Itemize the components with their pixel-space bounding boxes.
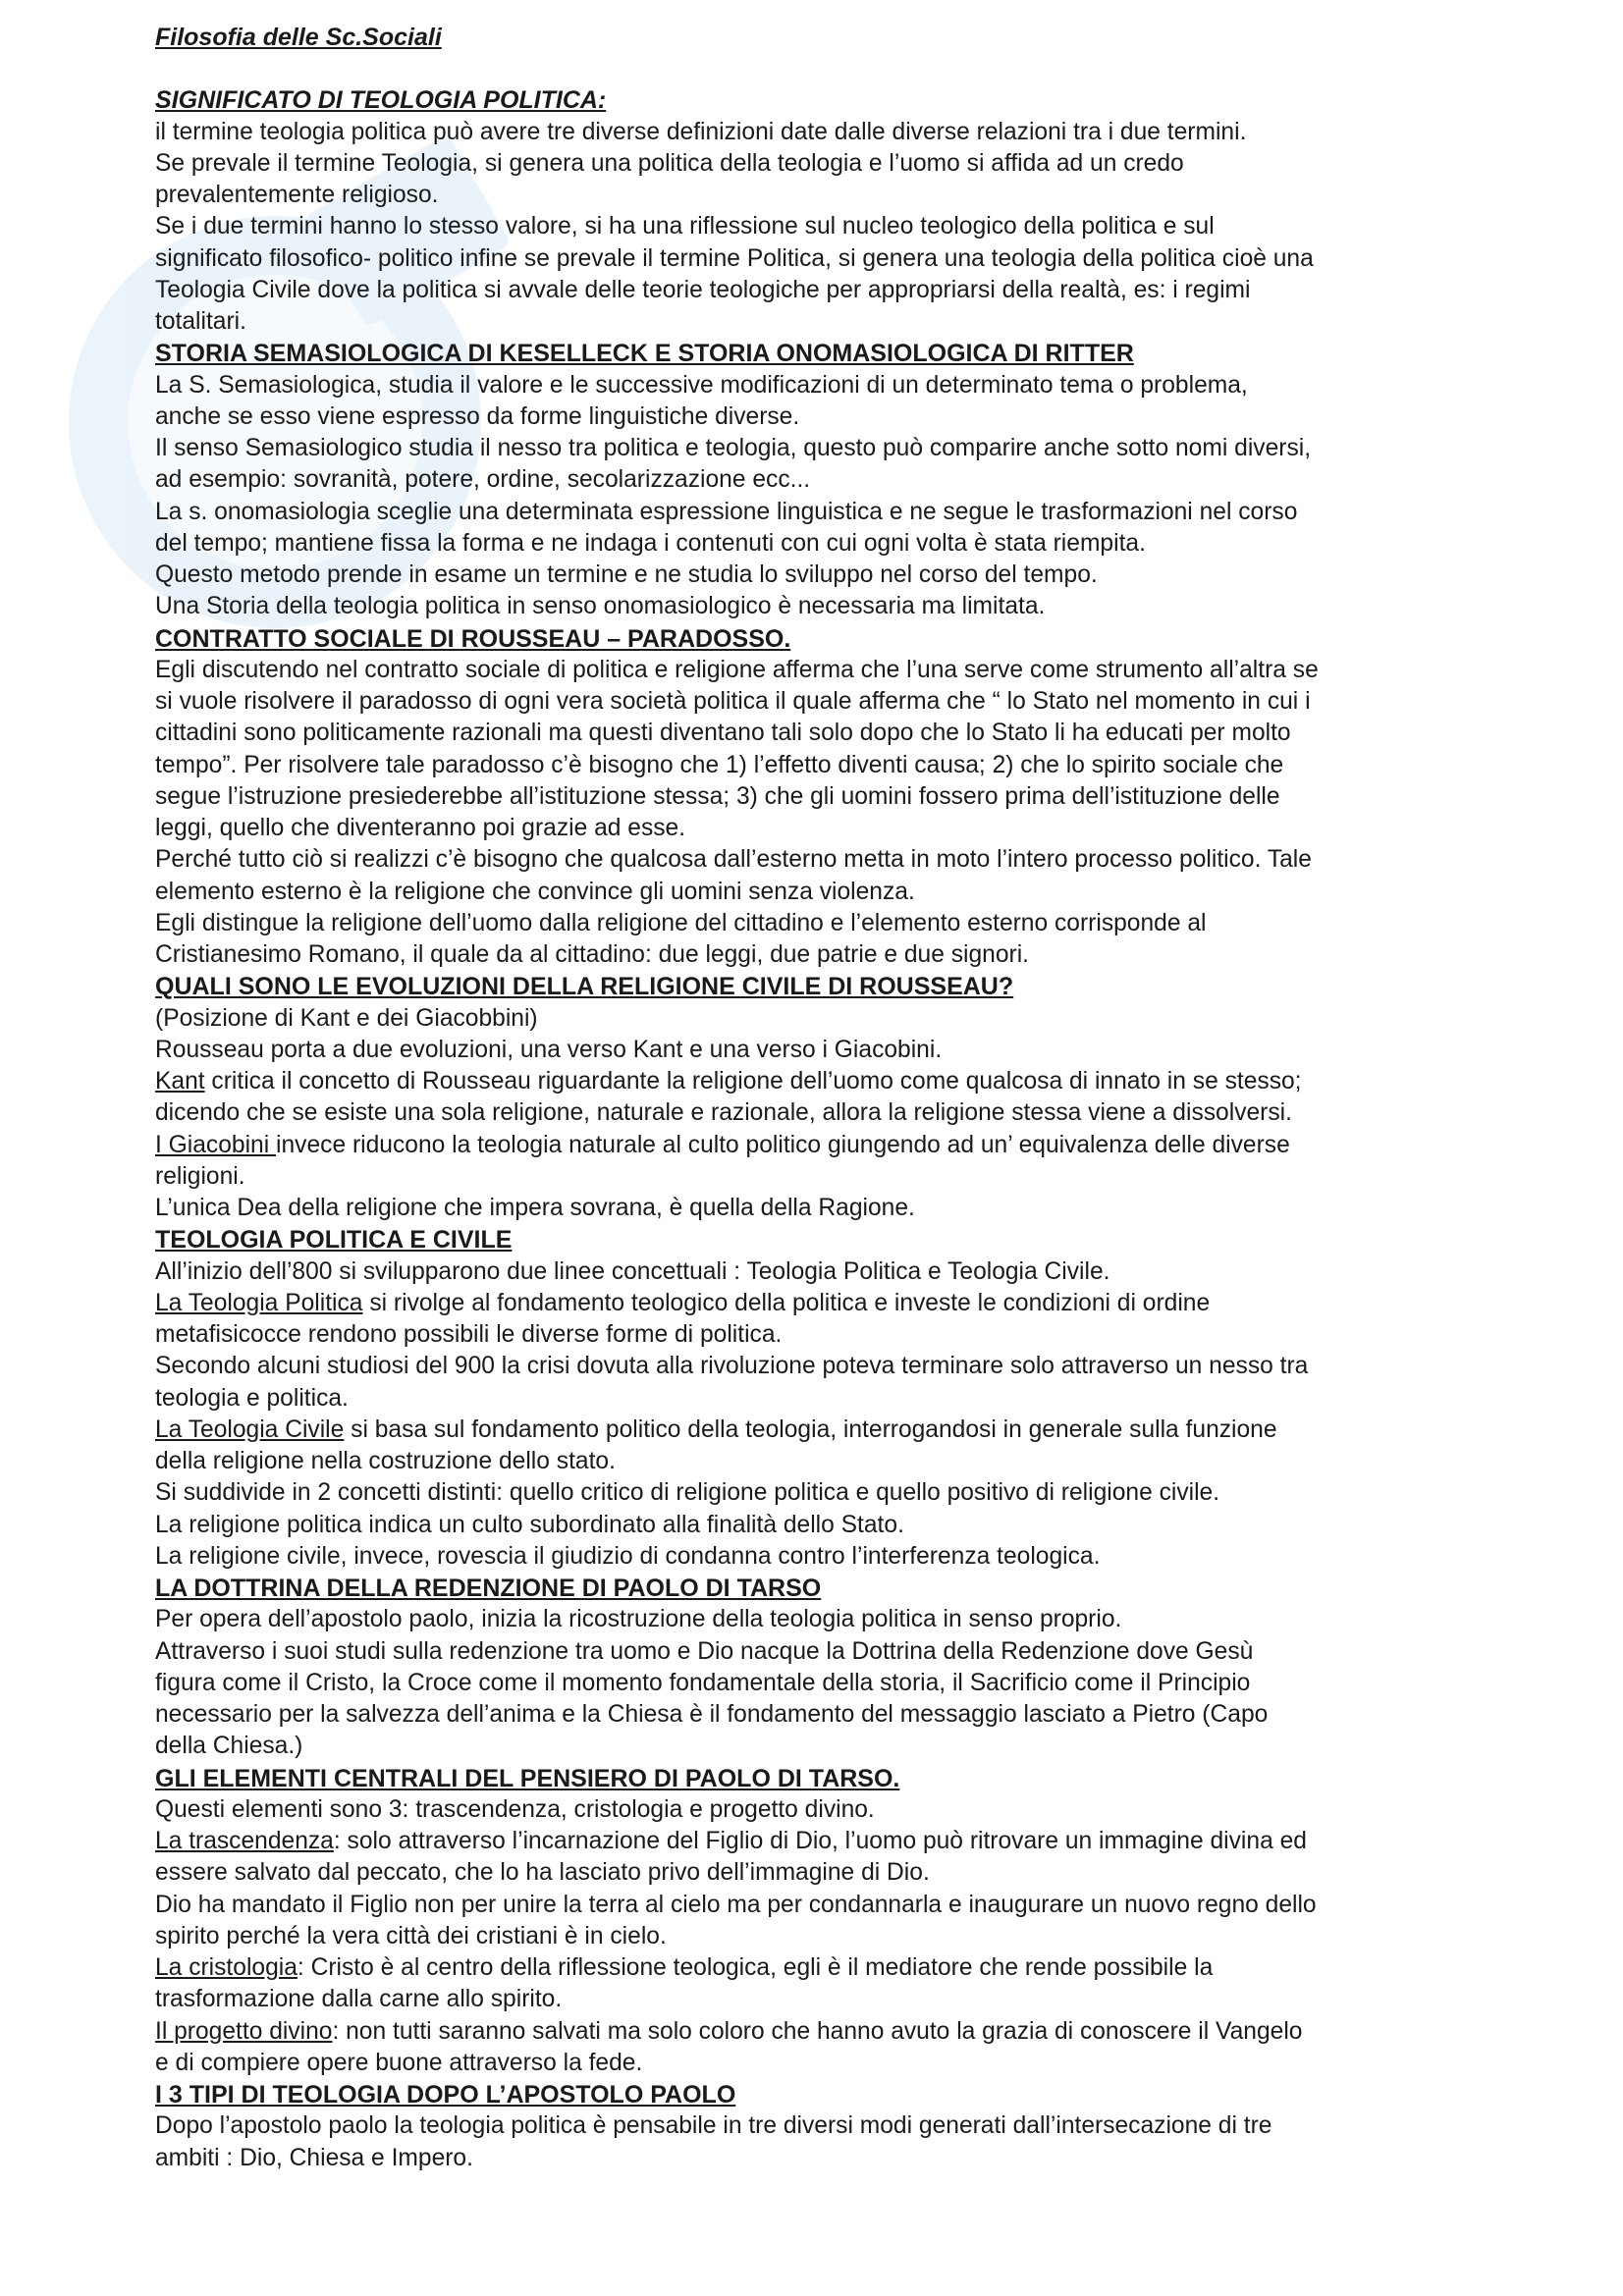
line-text: dicendo che se esiste una sola religione, naturale e razionale, allora la religione stessa viene a dissolversi. (155, 1099, 1292, 1127)
line-text: Teologia Civile dove la politica si avvale delle teorie teologiche per appropriarsi della realtà, es: i regimi (155, 276, 1251, 303)
underlined-term: Il progetto divino (155, 2017, 333, 2045)
text-line (155, 1288, 1481, 1319)
text-line (155, 750, 1481, 781)
line-text: significato filosofico- politico infine se prevale il termine Politica, si genera una teologia della politica cioè una (155, 244, 1314, 272)
line-text: elemento esterno è la religione che convince gli uomini senza violenza. (155, 878, 915, 905)
text-line (155, 686, 1481, 718)
text-line (155, 1319, 1481, 1351)
line-text: e di compiere opere buone attraverso la fede. (155, 2049, 643, 2076)
text-line (155, 243, 1481, 275)
line-text: ambiti : Dio, Chiesa e Impero. (155, 2144, 473, 2171)
text-line (155, 718, 1481, 749)
line-text: della Chiesa.) (155, 1733, 303, 1760)
text-line (155, 2016, 1481, 2048)
line-text: cittadini sono politicamente razionali ma questi diventano tali solo dopo che lo Stato li ha educati per molto (155, 720, 1291, 747)
text-line (155, 844, 1481, 876)
text-line (155, 528, 1481, 560)
line-text: Egli discutendo nel contratto sociale di politica e religione afferma che l’una serve come strumento all’altra se (155, 656, 1319, 683)
line-text: critica il concetto di Rousseau riguardante la religione dell’uomo come qualcosa di innato in se stesso; (204, 1068, 1302, 1095)
text-line (155, 433, 1481, 464)
text-line (155, 401, 1481, 433)
line-text: spirito perché la vera città dei cristiani è in cielo. (155, 1922, 667, 1949)
line-text: Dopo l’apostolo paolo la teologia politica è pensabile in tre diversi modi generati dall’intersecazione di tre (155, 2112, 1272, 2140)
sections-container (155, 84, 1481, 2174)
text-line (155, 1541, 1481, 1573)
text-line (155, 908, 1481, 939)
line-text: Egli distingue la religione dell’uomo dalla religione del cittadino e l’elemento esterno corrisponde al (155, 909, 1207, 936)
underlined-term: La Teologia Politica (155, 1289, 363, 1316)
section-heading: STORIA SEMASIOLOGICA DI KESELLECK E STORIA ONOMASIOLOGICA DI RITTER (155, 340, 1134, 368)
text-line (155, 1636, 1481, 1668)
line-text: invece riducono la teologia naturale al culto politico giungendo ad un’ equivalenza delle diverse (276, 1131, 1290, 1158)
text-line (155, 1097, 1481, 1129)
line-text: Si suddivide in 2 concetti distinti: quello critico di religione politica e quello positivo di religione civile. (155, 1479, 1220, 1507)
line-text: L’unica Dea della religione che impera sovrana, è quella della Ragione. (155, 1195, 915, 1221)
line-text: necessario per la salvezza dell’anima e la Chiesa è il fondamento del messaggio lasciato a Pietro (Capo (155, 1701, 1269, 1728)
line-text: Per opera dell’apostolo paolo, inizia la ricostruzione della teologia politica in senso proprio. (155, 1606, 1122, 1633)
line-text: essere salvato dal peccato, che lo ha lasciato privo dell’immagine di Dio. (155, 1859, 930, 1887)
line-text: trasformazione dalla carne allo spirito. (155, 1986, 563, 2013)
line-text: All’inizio dell’800 si svilupparono due linee concettuali : Teologia Politica e Teologia Civile. (155, 1257, 1110, 1285)
line-text: Attraverso i suoi studi sulla redenzione tra uomo e Dio nacque la Dottrina della Redenzione dove Gesù (155, 1637, 1254, 1665)
line-text: Questo metodo prende in esame un termine e ne studia lo sviluppo nel corso del tempo. (155, 561, 1098, 588)
text-line (155, 560, 1481, 591)
line-text: Se i due termini hanno lo stesso valore, si ha una riflessione sul nucleo teologico della politica e sul (155, 213, 1215, 240)
text-line (155, 2143, 1481, 2174)
document-title: Filosofia delle Sc.Sociali (155, 24, 442, 51)
section-heading: GLI ELEMENTI CENTRALI DEL PENSIERO DI PAOLO DI TARSO. (155, 1764, 900, 1792)
text-line (155, 180, 1481, 211)
line-text: Il senso Semasiologico studia il nesso tra politica e teologia, questo può comparire anche sotto nomi diversi, (155, 435, 1312, 461)
text-line (155, 1731, 1481, 1762)
line-text: La religione civile, invece, rovescia il giudizio di condanna contro l’interferenza teologica. (155, 1542, 1101, 1570)
line-text: Una Storia della teologia politica in senso onomasiologico è necessaria ma limitata. (155, 593, 1046, 620)
line-text: Se prevale il termine Teologia, si genera una politica della teologia e l’uomo si affida ad un credo (155, 149, 1184, 177)
text-line (155, 1699, 1481, 1731)
line-text: della religione nella costruzione dello stato. (155, 1448, 616, 1474)
line-text: Cristianesimo Romano, il quale da al cittadino: due leggi, due patrie e due signori. (155, 941, 1029, 968)
line-text: si basa sul fondamento politico della teologia, interrogandosi in generale sulla funzione (344, 1415, 1277, 1443)
text-line (155, 117, 1481, 148)
text-line (155, 2110, 1481, 2142)
text-line (155, 211, 1481, 242)
line-text: teologia e politica. (155, 1384, 349, 1412)
text-line (155, 1066, 1481, 1097)
text-line (155, 464, 1481, 496)
line-text: prevalentemente religioso. (155, 182, 439, 208)
document-content (155, 22, 1481, 2174)
text-line (155, 939, 1481, 971)
underlined-term: La cristologia (155, 1954, 298, 1981)
underlined-term: La Teologia Civile (155, 1415, 345, 1443)
line-text: figura come il Cristo, la Croce come il momento fondamentale della storia, il Sacrificio come il Principio (155, 1669, 1251, 1696)
line-text: : solo attraverso l’incarnazione del Figlio di Dio, l’uomo può ritrovare un immagine divina ed (333, 1828, 1307, 1854)
line-text: Rousseau porta a due evoluzioni, una verso Kant e una verso i Giacobini. (155, 1036, 943, 1063)
text-line (155, 1446, 1481, 1477)
line-text: leggi, quello che diventeranno poi grazie ad esse. (155, 815, 686, 841)
text-line (155, 1383, 1481, 1415)
line-text: Questi elementi sono 3: trascendenza, cristologia e progetto divino. (155, 1795, 875, 1823)
underlined-term: La trascendenza (155, 1828, 334, 1854)
line-text: Dio ha mandato il Figlio non per unire la terra al cielo ma per condannarla e inaugurare un nuovo regno dello (155, 1891, 1317, 1918)
line-text: si rivolge al fondamento teologico della politica e investe le condizioni di ordine (362, 1289, 1211, 1316)
text-line (155, 591, 1481, 622)
text-line (155, 655, 1481, 686)
text-line (155, 306, 1481, 338)
section-heading: QUALI SONO LE EVOLUZIONI DELLA RELIGIONE CIVILE DI ROUSSEAU? (155, 973, 1014, 1001)
line-text: religioni. (155, 1162, 245, 1190)
line-text: del tempo; mantiene fissa la forma e ne indaga i contenuti con cui ogni volta è stata riempita. (155, 529, 1146, 557)
text-line (155, 1035, 1481, 1066)
line-text: ad esempio: sovranità, potere, ordine, secolarizzazione ecc... (155, 466, 811, 494)
text-line (155, 1604, 1481, 1635)
text-line (155, 877, 1481, 908)
text-line (155, 1351, 1481, 1382)
text-line (155, 1193, 1481, 1224)
text-line (155, 813, 1481, 844)
line-text: (Posizione di Kant e dei Giacobbini) (155, 1004, 538, 1032)
line-text: anche se esso viene espresso da forme linguistiche diverse. (155, 402, 800, 430)
line-text: totalitari. (155, 308, 246, 335)
line-text: : non tutti saranno salvati ma solo coloro che hanno avuto la grazia di conoscere il Vangelo (332, 2017, 1303, 2045)
text-line (155, 1921, 1481, 1952)
text-line (155, 497, 1481, 528)
section-heading: SIGNIFICATO DI TEOLOGIA POLITICA: (155, 86, 607, 115)
text-line (155, 1857, 1481, 1889)
underlined-term: I Giacobini (155, 1131, 277, 1158)
text-line (155, 2048, 1481, 2079)
line-text: Secondo alcuni studiosi del 900 la crisi dovuta alla rivoluzione poteva terminare solo attraverso un nesso tra (155, 1353, 1309, 1380)
line-text: Perché tutto ciò si realizzi c’è bisogno che qualcosa dall’esterno metta in moto l’intero processo politico. Tale (155, 846, 1312, 874)
line-text: metafisicocce rendono possibili le diverse forme di politica. (155, 1321, 783, 1348)
text-line (155, 148, 1481, 180)
line-text: La s. onomasiologia sceglie una determinata espressione linguistica e ne segue le trasformazioni nel corso (155, 498, 1298, 525)
line-text: segue l’istruzione presiederebbe all’istituzione stessa; 3) che gli uomini fossero prima dell’istituzione delle (155, 782, 1280, 810)
line-text: La S. Semasiologica, studia il valore e le successive modificazioni di un determinato tema o problema, (155, 371, 1248, 399)
underlined-term: Kant (155, 1068, 205, 1095)
text-line (155, 1826, 1481, 1857)
text-line (155, 1415, 1481, 1446)
line-text: La religione politica indica un culto subordinato alla finalità dello Stato. (155, 1511, 904, 1538)
section-heading: I 3 TIPI DI TEOLOGIA DOPO L’APOSTOLO PAOLO (155, 2081, 736, 2109)
text-line (155, 1130, 1481, 1161)
text-line (155, 1003, 1481, 1035)
text-line (155, 1952, 1481, 1984)
text-line (155, 1984, 1481, 2015)
text-line (155, 1794, 1481, 1826)
section-heading: TEOLOGIA POLITICA E CIVILE (155, 1226, 513, 1255)
line-text: : Cristo è al centro della riflessione teologica, egli è il mediatore che rende possibile la (297, 1954, 1214, 1981)
section-heading: LA DOTTRINA DELLA REDENZIONE DI PAOLO DI TARSO (155, 1575, 822, 1602)
text-line (155, 1668, 1481, 1699)
line-text: tempo”. Per risolvere tale paradosso c’è bisogno che 1) l’effetto diventi causa; 2) che lo spirito sociale che (155, 751, 1284, 778)
text-line (155, 1161, 1481, 1193)
text-line (155, 1890, 1481, 1921)
text-line (155, 781, 1481, 813)
line-text: il termine teologia politica può avere tre diverse definizioni date dalle diverse relazioni tra i due termini. (155, 118, 1247, 145)
text-line (155, 1510, 1481, 1541)
text-line (155, 1256, 1481, 1288)
text-line (155, 1477, 1481, 1509)
section-heading: CONTRATTO SOCIALE DI ROUSSEAU – PARADOSSO. (155, 624, 791, 653)
line-text: si vuole risolvere il paradosso di ogni vera società politica il quale afferma che “ lo Stato nel momento in cui i (155, 688, 1311, 715)
text-line (155, 370, 1481, 401)
text-line (155, 275, 1481, 306)
